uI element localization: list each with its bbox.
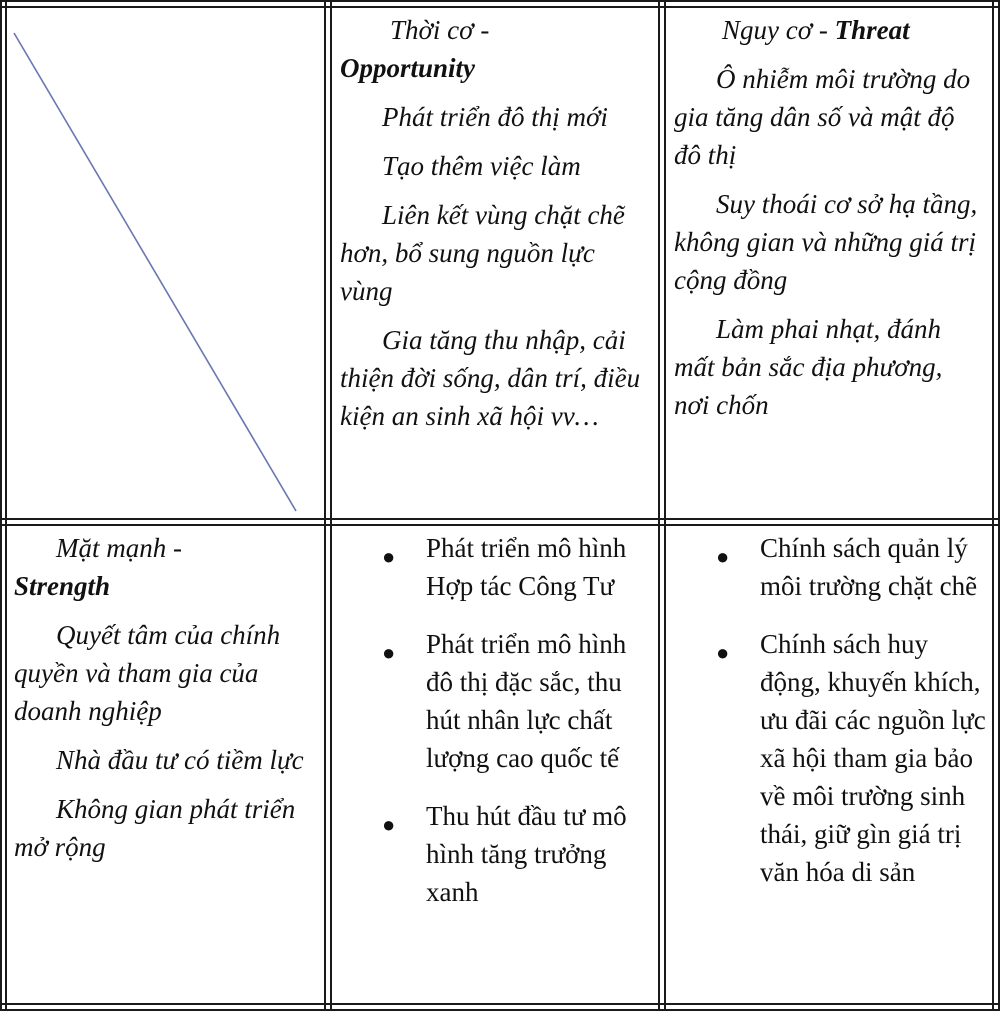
threat-title-en: Threat [834, 15, 910, 45]
col-divider-2-left [658, 0, 660, 1011]
threat-heading [674, 11, 978, 49]
col-divider-1-left [324, 0, 326, 1011]
list-item [332, 529, 658, 605]
threat-title-prefix: Nguy cơ - [722, 15, 828, 45]
list-item-text: Thu hút đầu tư mô hình tăng trưởng xanh [426, 801, 627, 907]
bullet-icon: ● [716, 640, 730, 665]
bullet-icon: ● [382, 812, 396, 837]
list-item [332, 625, 658, 777]
threat-item: Suy thoái cơ sở hạ tầng, không gian và những giá trị cộng đồng [674, 189, 978, 295]
strength-heading [14, 529, 314, 605]
diagonal-line [6, 9, 324, 518]
list-item-text: Chính sách quản lý môi trường chặt chẽ [760, 533, 978, 601]
threat-cell [666, 9, 992, 518]
list-item [332, 797, 658, 911]
strength-title-en: Strength [14, 571, 111, 601]
bullet-icon: ● [716, 544, 730, 569]
strength-opportunity-cell [332, 527, 658, 1005]
threat-item: Ô nhiễm môi trường do gia tăng dân số và mật độ đô thị [674, 64, 971, 170]
list-item-text: Phát triển mô hình đô thị đặc sắc, thu hút nhân lực chất lượng cao quốc tế [426, 629, 627, 773]
opportunity-heading [340, 11, 648, 87]
row-divider-lower [0, 524, 1000, 526]
table-border-top-inner [0, 6, 1000, 8]
list-item [666, 529, 992, 605]
bullet-icon: ● [382, 640, 396, 665]
strength-item: Không gian phát triển mở rộng [14, 794, 296, 862]
opportunity-item: Phát triển đô thị mới [382, 102, 608, 132]
table-border-top-outer [0, 0, 1000, 2]
opportunity-cell [332, 9, 658, 518]
table-border-left-outer [0, 0, 2, 1011]
opportunity-item: Gia tăng thu nhập, cải thiện đời sống, dân trí, điều kiện an sinh xã hội vv… [340, 325, 641, 431]
strength-threat-list [666, 527, 992, 891]
strength-item: Quyết tâm của chính quyền và tham gia của doanh nghiệp [14, 620, 281, 726]
strength-item: Nhà đầu tư có tiềm lực [56, 745, 304, 775]
opportunity-item: Liên kết vùng chặt chẽ hơn, bổ sung nguồn lực vùng [340, 200, 625, 306]
list-item [666, 625, 992, 891]
threat-item: Làm phai nhạt, đánh mất bản sắc địa phương, nơi chốn [674, 314, 943, 420]
list-item-text: Phát triển mô hình Hợp tác Công Tư [426, 533, 627, 601]
corner-cell [6, 9, 324, 518]
strength-title-prefix: Mặt mạnh - [56, 533, 182, 563]
strength-opportunity-list [332, 527, 658, 911]
opportunity-title-en: Opportunity [340, 53, 476, 83]
opportunity-item: Tạo thêm việc làm [382, 151, 581, 181]
list-item-text: Chính sách huy động, khuyến khích, ưu đãi các nguồn lực xã hội tham gia bảo về môi trường sinh thái, giữ gìn giá trị văn hóa di sản [760, 629, 986, 887]
bullet-icon: ● [382, 544, 396, 569]
strength-threat-cell [666, 527, 992, 1005]
strength-cell [6, 527, 324, 1005]
table-border-right-inner [992, 0, 994, 1011]
opportunity-title-prefix: Thời cơ - [390, 15, 490, 45]
row-divider-upper [0, 518, 1000, 520]
